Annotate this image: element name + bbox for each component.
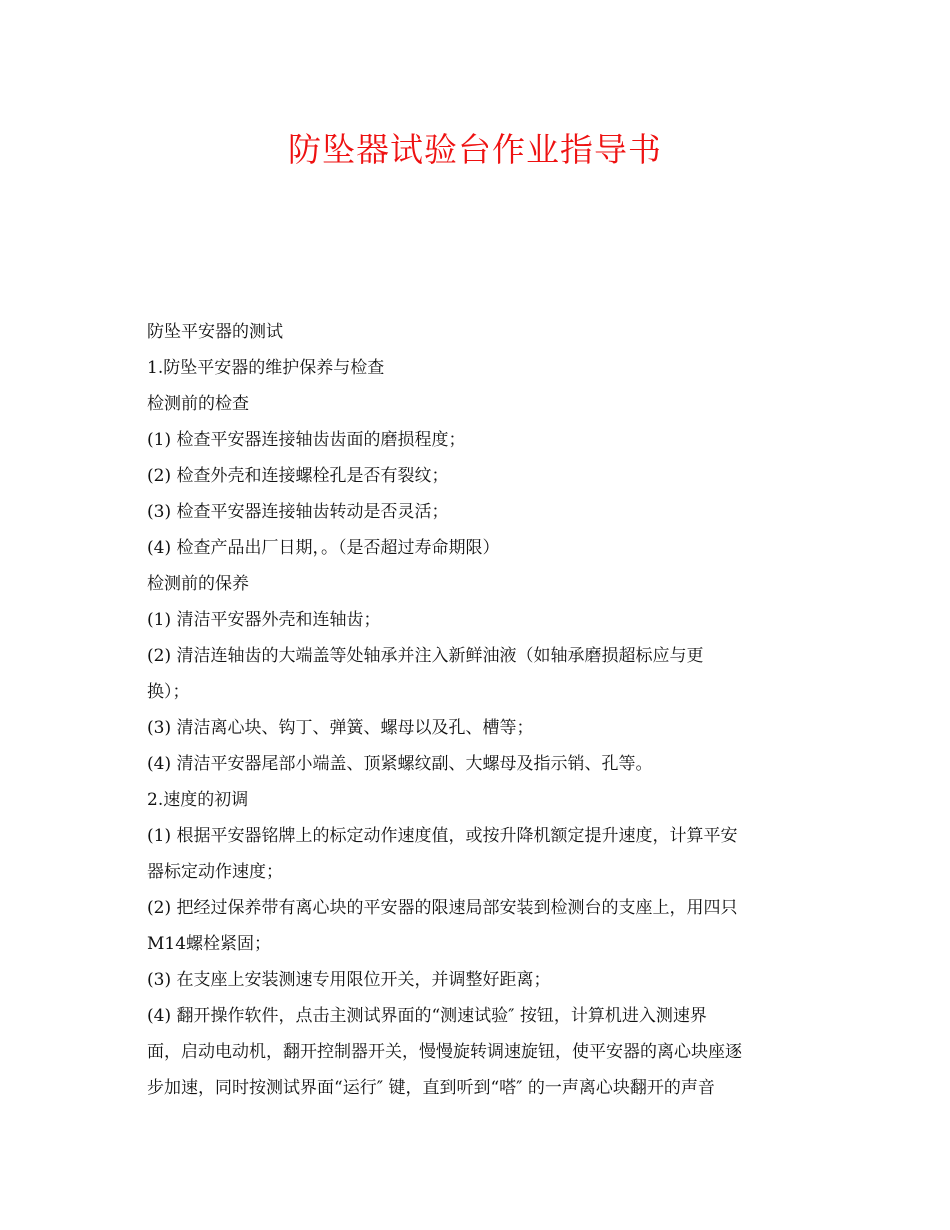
list-item-continuation: M14螺栓紧固； <box>147 934 272 954</box>
list-item: (2) 把经过保养带有离心块的平安器的限速局部安装到检测台的支座上，用四只 <box>147 898 738 918</box>
list-item-continuation: 换）； <box>147 682 190 702</box>
list-item: (4) 翻开操作软件，点击主测试界面的“测速试验″ 按钮，计算机进入测速界 <box>147 1006 707 1026</box>
document-title: 防坠器试验台作业指导书 <box>288 130 662 169</box>
paragraph-heading: 检测前的保养 <box>147 574 249 594</box>
list-item: (1) 清洁平安器外壳和连轴齿； <box>147 610 381 630</box>
list-item: (4) 清洁平安器尾部小端盖、顶紧螺纹副、大螺母及指示销、孔等。 <box>147 754 653 774</box>
list-item: (3) 检查平安器连接轴齿转动是否灵活； <box>147 502 449 522</box>
list-item: (4) 检查产品出厂日期，。（是否超过寿命期限） <box>147 538 500 558</box>
subsection-heading: 1.防坠平安器的维护保养与检查 <box>147 358 385 378</box>
list-item: (2) 清洁连轴齿的大端盖等处轴承并注入新鲜油液（如轴承磨损超标应与更 <box>147 646 704 666</box>
subsection-heading: 2.速度的初调 <box>147 790 249 810</box>
list-item: (1) 检查平安器连接轴齿齿面的磨损程度； <box>147 430 466 450</box>
list-item: (1) 根据平安器铭牌上的标定动作速度值，或按升降机额定提升速度，计算平安 <box>147 826 738 846</box>
list-item-continuation: 面，启动电动机，翻开控制器开关，慢慢旋转调速旋钮，使平安器的离心块座逐 <box>147 1042 742 1062</box>
list-item: (3) 清洁离心块、钩丁、弹簧、螺母以及孔、槽等； <box>147 718 534 738</box>
section-heading: 防坠平安器的测试 <box>147 322 283 342</box>
list-item: (3) 在支座上安装测速专用限位开关，并调整好距离； <box>147 970 551 990</box>
list-item-continuation: 器标定动作速度； <box>147 862 283 882</box>
list-item-continuation: 步加速，同时按测试界面“运行″ 键，直到听到“嗒″ 的一声离心块翻开的声音 <box>147 1078 715 1098</box>
list-item: (2) 检查外壳和连接螺栓孔是否有裂纹； <box>147 466 449 486</box>
paragraph-heading: 检测前的检查 <box>147 394 249 414</box>
document-body <box>147 314 807 1106</box>
